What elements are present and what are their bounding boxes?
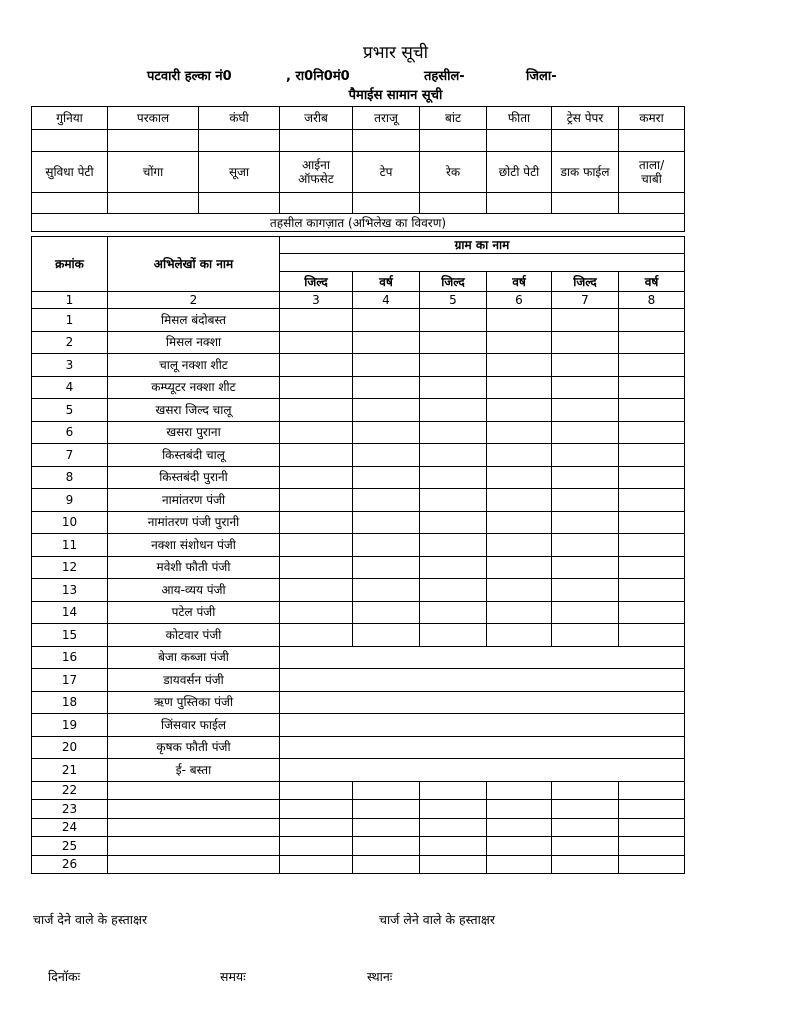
blank-cell [420, 855, 487, 874]
blank-cell [552, 331, 619, 354]
row-record-name: नक्शा संशोधन पंजी [108, 534, 280, 557]
row-record-name: मिसल नक्शा [108, 331, 280, 354]
blank-cell [420, 624, 487, 647]
item-cell: डाक फाईल [552, 152, 619, 193]
blank-cell [487, 489, 552, 512]
blank-cell [487, 556, 552, 579]
row-serial: 22 [32, 781, 108, 800]
blank-cell [280, 511, 353, 534]
row-record-name: खसरा पुराना [108, 421, 280, 444]
section-title-row [32, 214, 685, 232]
blank-cell [552, 376, 619, 399]
blank-cell [420, 421, 487, 444]
section-title: तहसील कागज़ात (अभिलेख का विवरण) [32, 214, 685, 232]
row-serial: 5 [32, 399, 108, 422]
blank-cell [420, 579, 487, 602]
blank-cell [420, 534, 487, 557]
item-cell: ताला/ चाबी [619, 152, 685, 193]
row-serial: 10 [32, 511, 108, 534]
blank-cell [487, 421, 552, 444]
blank-cell [280, 556, 353, 579]
blank-cell [420, 489, 487, 512]
blank-cell [280, 818, 353, 837]
blank-cell [420, 837, 487, 856]
col-number: 8 [619, 292, 685, 309]
blank-cell [619, 800, 685, 819]
col-number: 5 [420, 292, 487, 309]
table-row [32, 624, 685, 647]
gram-name-blank [280, 254, 685, 272]
blank-cell [353, 376, 420, 399]
blank-cell [619, 354, 685, 377]
row-record-name: मवेशी फौती पंजी [108, 556, 280, 579]
sub-header-jild: जिल्द [552, 272, 619, 292]
blank-cell [552, 466, 619, 489]
row-serial: 6 [32, 421, 108, 444]
blank-cell [487, 837, 552, 856]
table-row [32, 837, 685, 856]
table-row [32, 759, 685, 782]
table-row [32, 646, 685, 669]
table-row [32, 331, 685, 354]
item-cell: चोंगा [108, 152, 199, 193]
blank-cell [280, 781, 353, 800]
sub-header-jild: जिल्द [420, 272, 487, 292]
blank-cell [353, 309, 420, 332]
blank-cell [552, 837, 619, 856]
blank-cell [420, 556, 487, 579]
row-serial: 1 [32, 309, 108, 332]
blank-cell [280, 399, 353, 422]
blank-cell [280, 444, 353, 467]
blank-cell [552, 800, 619, 819]
row-serial: 12 [32, 556, 108, 579]
blank-cell [420, 309, 487, 332]
equipment-blank-row [32, 130, 685, 152]
blank-cell [619, 421, 685, 444]
blank-cell [619, 511, 685, 534]
item-cell: छोटी पेटी [487, 152, 552, 193]
col-number: 2 [108, 292, 280, 309]
table-row [32, 309, 685, 332]
charge-taker-signature: चार्ज लेने वाले के हस्ताक्षर [379, 912, 495, 927]
table-row [32, 714, 685, 737]
row-serial: 18 [32, 691, 108, 714]
blank-cell [619, 601, 685, 624]
item-cell: टेप [353, 152, 420, 193]
col-name-header: अभिलेखों का नाम [108, 237, 280, 292]
blank-cell [619, 837, 685, 856]
blank-cell [552, 399, 619, 422]
blank-cell [619, 624, 685, 647]
blank-cell [487, 818, 552, 837]
blank-cell [280, 534, 353, 557]
blank-cell [353, 399, 420, 422]
row-serial: 9 [32, 489, 108, 512]
blank-cell [420, 376, 487, 399]
blank-cell [420, 511, 487, 534]
row-record-name: पटेल पंजी [108, 601, 280, 624]
table-row [32, 556, 685, 579]
blank-cell [353, 837, 420, 856]
equipment-table [31, 106, 685, 232]
item-cell: जरीब [280, 107, 353, 130]
blank-cell [420, 331, 487, 354]
table-row [32, 444, 685, 467]
row-serial: 11 [32, 534, 108, 557]
table-row [32, 466, 685, 489]
blank-cell [487, 309, 552, 332]
blank-cell [353, 354, 420, 377]
merged-blank-cell [280, 691, 685, 714]
blank-cell [487, 601, 552, 624]
row-record-name: किस्तबंदी पुरानी [108, 466, 280, 489]
row-serial: 24 [32, 818, 108, 837]
blank-cell [552, 534, 619, 557]
row-serial: 15 [32, 624, 108, 647]
blank-cell [619, 489, 685, 512]
table-row [32, 669, 685, 692]
table-row [32, 421, 685, 444]
table-row [32, 399, 685, 422]
merged-blank-cell [280, 759, 685, 782]
row-serial: 21 [32, 759, 108, 782]
blank-cell [420, 466, 487, 489]
blank-cell [487, 781, 552, 800]
blank-cell [619, 818, 685, 837]
time-label: समयः [220, 969, 246, 984]
item-cell: फीता [487, 107, 552, 130]
table-row [32, 489, 685, 512]
blank-cell [619, 466, 685, 489]
jila-label: जिला- [526, 69, 557, 84]
blank-cell [552, 855, 619, 874]
col-serial-header: क्रमांक [32, 237, 108, 292]
blank-cell [353, 331, 420, 354]
blank-cell [619, 556, 685, 579]
item-cell: कंघी [199, 107, 280, 130]
row-record-name [108, 837, 280, 856]
blank-cell [280, 309, 353, 332]
blank-cell [552, 511, 619, 534]
blank-cell [487, 855, 552, 874]
blank-cell [552, 489, 619, 512]
blank-cell [619, 331, 685, 354]
blank-cell [280, 800, 353, 819]
row-serial: 3 [32, 354, 108, 377]
blank-cell [280, 354, 353, 377]
row-record-name: कम्प्यूटर नक्शा शीट [108, 376, 280, 399]
blank-cell [487, 800, 552, 819]
equipment-row-1 [32, 107, 685, 130]
col-number: 4 [353, 292, 420, 309]
blank-cell [353, 800, 420, 819]
blank-cell [487, 579, 552, 602]
item-cell: तराजू [353, 107, 420, 130]
blank-cell [552, 579, 619, 602]
blank-cell [353, 489, 420, 512]
row-record-name [108, 800, 280, 819]
item-cell: सुविधा पेटी [32, 152, 108, 193]
blank-cell [353, 818, 420, 837]
blank-cell [552, 818, 619, 837]
blank-cell [420, 399, 487, 422]
blank-cell [420, 601, 487, 624]
table-row [32, 818, 685, 837]
table-row [32, 800, 685, 819]
page-title: प्रभार सूची [362, 43, 429, 63]
col-number: 7 [552, 292, 619, 309]
merged-blank-cell [280, 736, 685, 759]
blank-cell [280, 837, 353, 856]
item-cell: कमरा [619, 107, 685, 130]
blank-cell [487, 624, 552, 647]
item-cell: आईना ऑफसेट [280, 152, 353, 193]
blank-cell [619, 399, 685, 422]
blank-cell [552, 624, 619, 647]
blank-cell [353, 466, 420, 489]
blank-cell [353, 601, 420, 624]
ranim-label: , रा0नि0मं0 [286, 69, 350, 84]
blank-cell [280, 624, 353, 647]
merged-blank-cell [280, 714, 685, 737]
page-subtitle: पैमाईस सामान सूची [348, 88, 443, 103]
item-cell: ट्रेस पेपर [552, 107, 619, 130]
table-row [32, 511, 685, 534]
blank-cell [280, 376, 353, 399]
row-record-name: ई- बस्ता [108, 759, 280, 782]
date-label: दिनॉकः [48, 969, 81, 984]
blank-cell [487, 466, 552, 489]
halka-label: पटवारी हल्का नं0 [147, 69, 232, 84]
row-record-name: किस्तबंदी चालू [108, 444, 280, 467]
col-number: 3 [280, 292, 353, 309]
row-serial: 25 [32, 837, 108, 856]
row-serial: 20 [32, 736, 108, 759]
table-row [32, 376, 685, 399]
blank-cell [353, 855, 420, 874]
row-serial: 2 [32, 331, 108, 354]
table-row [32, 354, 685, 377]
blank-cell [552, 556, 619, 579]
blank-cell [487, 331, 552, 354]
row-serial: 14 [32, 601, 108, 624]
blank-cell [280, 489, 353, 512]
blank-cell [353, 511, 420, 534]
table-row [32, 601, 685, 624]
row-record-name: मिसल बंदोबस्त [108, 309, 280, 332]
row-serial: 19 [32, 714, 108, 737]
blank-cell [619, 309, 685, 332]
tehsil-label: तहसील- [424, 69, 465, 84]
row-record-name [108, 855, 280, 874]
sub-header-jild: जिल्द [280, 272, 353, 292]
col-number: 6 [487, 292, 552, 309]
blank-cell [487, 376, 552, 399]
blank-cell [420, 444, 487, 467]
row-record-name: चालू नक्शा शीट [108, 354, 280, 377]
blank-cell [487, 444, 552, 467]
item-cell: बांट [420, 107, 487, 130]
row-serial: 17 [32, 669, 108, 692]
table-row [32, 691, 685, 714]
item-cell: रेक [420, 152, 487, 193]
blank-cell [280, 601, 353, 624]
blank-cell [420, 354, 487, 377]
equipment-row-2 [32, 152, 685, 193]
item-cell: परकाल [108, 107, 199, 130]
row-record-name: जिंसवार फाईल [108, 714, 280, 737]
col-gram-header: ग्राम का नाम [280, 237, 685, 254]
blank-cell [353, 579, 420, 602]
blank-cell [552, 421, 619, 444]
blank-cell [487, 354, 552, 377]
table-row [32, 781, 685, 800]
item-cell: गुनिया [32, 107, 108, 130]
blank-cell [280, 466, 353, 489]
blank-cell [619, 855, 685, 874]
row-record-name: कृषक फौती पंजी [108, 736, 280, 759]
blank-cell [280, 579, 353, 602]
sub-header-varsh: वर्ष [619, 272, 685, 292]
blank-cell [420, 781, 487, 800]
row-serial: 16 [32, 646, 108, 669]
blank-cell [487, 399, 552, 422]
merged-blank-cell [280, 646, 685, 669]
row-serial: 13 [32, 579, 108, 602]
blank-cell [619, 534, 685, 557]
row-record-name: नामांतरण पंजी [108, 489, 280, 512]
row-record-name: ऋण पुस्तिका पंजी [108, 691, 280, 714]
table-row [32, 736, 685, 759]
blank-cell [353, 421, 420, 444]
row-serial: 26 [32, 855, 108, 874]
charge-giver-signature: चार्ज देने वाले के हस्ताक्षर [33, 912, 148, 927]
blank-cell [619, 579, 685, 602]
blank-cell [552, 354, 619, 377]
row-record-name: नामांतरण पंजी पुरानी [108, 511, 280, 534]
blank-cell [487, 511, 552, 534]
col-number: 1 [32, 292, 108, 309]
blank-cell [353, 444, 420, 467]
blank-cell [619, 444, 685, 467]
blank-cell [420, 800, 487, 819]
blank-cell [280, 855, 353, 874]
row-record-name: आय-व्यय पंजी [108, 579, 280, 602]
blank-cell [552, 444, 619, 467]
table-row [32, 855, 685, 874]
sub-header-varsh: वर्ष [353, 272, 420, 292]
row-record-name: खसरा जिल्द चालू [108, 399, 280, 422]
records-table [31, 236, 685, 874]
blank-cell [280, 421, 353, 444]
sub-header-varsh: वर्ष [487, 272, 552, 292]
blank-cell [420, 818, 487, 837]
table-row [32, 534, 685, 557]
blank-cell [280, 331, 353, 354]
row-serial: 7 [32, 444, 108, 467]
row-record-name: कोटवार पंजी [108, 624, 280, 647]
row-serial: 4 [32, 376, 108, 399]
blank-cell [619, 376, 685, 399]
row-record-name: डायवर्सन पंजी [108, 669, 280, 692]
row-record-name [108, 818, 280, 837]
equipment-blank-row [32, 193, 685, 214]
item-cell: सूजा [199, 152, 280, 193]
blank-cell [552, 781, 619, 800]
blank-cell [353, 781, 420, 800]
row-record-name [108, 781, 280, 800]
column-number-row [32, 292, 685, 309]
place-label: स्थानः [367, 969, 393, 984]
blank-cell [552, 309, 619, 332]
blank-cell [487, 534, 552, 557]
blank-cell [552, 601, 619, 624]
table-row [32, 579, 685, 602]
blank-cell [353, 534, 420, 557]
merged-blank-cell [280, 669, 685, 692]
blank-cell [619, 781, 685, 800]
blank-cell [353, 624, 420, 647]
blank-cell [353, 556, 420, 579]
row-serial: 8 [32, 466, 108, 489]
row-record-name: बेजा कब्जा पंजी [108, 646, 280, 669]
row-serial: 23 [32, 800, 108, 819]
